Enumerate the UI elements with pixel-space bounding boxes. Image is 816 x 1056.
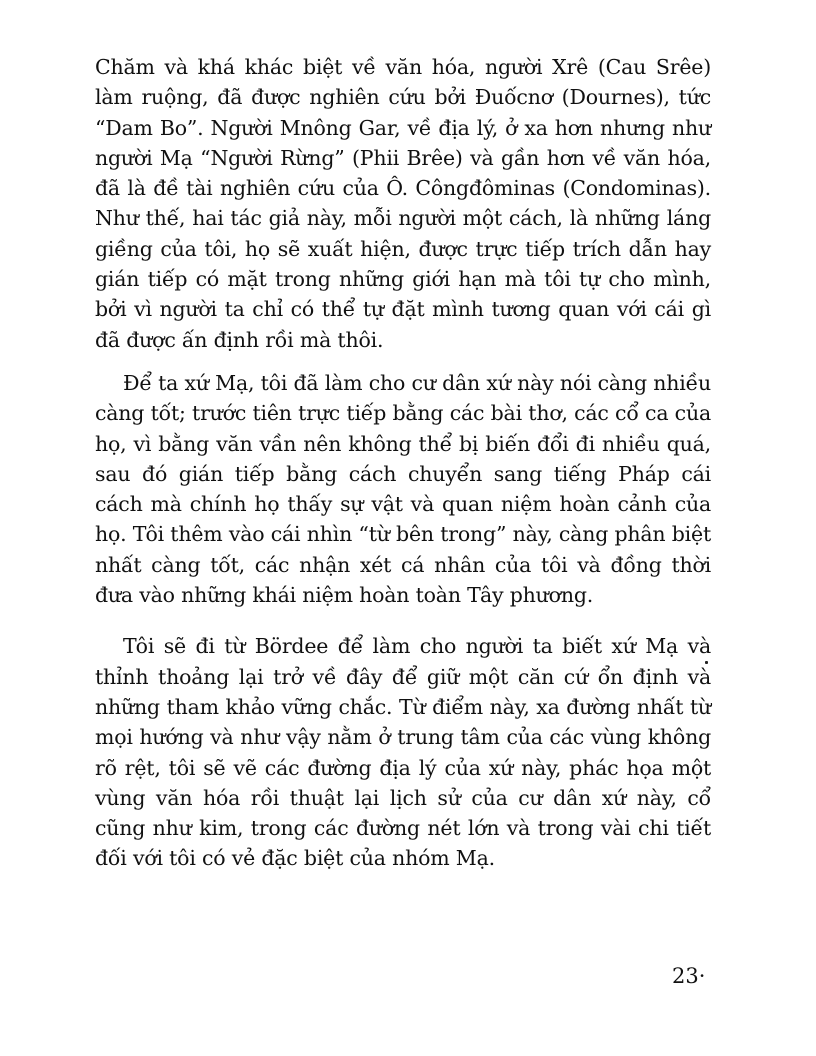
page-number: 23· [672,964,706,988]
paragraph-2: Để ta xứ Mạ, tôi đã làm cho cư dân xứ này nói càng nhiều càng tốt; trước tiên trực tiếp bằng các bài thơ, các cổ ca của họ, vì bằng văn vần nên không thể bị biến đổi đi nhiều quá, sau đó gián tiếp bằng cách chuyển sang tiếng Pháp cái cách mà chính họ thấy sự vật và quan niệm hoàn cảnh của họ. Tôi thêm vào cái nhìn “từ bên trong” này, càng phân biệt nhất càng tốt, các nhận xét cá nhân của tôi và đồng thời đưa vào những khái niệm hoàn toàn Tây phương. [95,370,711,608]
page-body [95,52,711,874]
paragraph-1: Chăm và khá khác biệt về văn hóa, người Xrê (Cau Srêe) làm ruộng, đã được nghiên cứu bởi Đuốcnơ (Dournes), tức “Dam Bo”. Người Mnông Gar, về địa lý, ở xa hơn nhưng như người Mạ “Người Rừng” (Phii Brêe) và gần hơn về văn hóa, đã là đề tài nghiên cứu của Ô. Côngđôminas (Condominas). Như thế, hai tác giả này, mỗi người một cách, là những láng giềng của tôi, họ sẽ xuất hiện, được trực tiếp trích dẫn hay gián tiếp có mặt trong những giới hạn mà tôi tự cho mình, bởi vì người ta chỉ có thể tự đặt mình tương quan với cái gì đã được ấn định rồi mà thôi. [95,55,711,352]
paragraph-3: Tôi sẽ đi từ Bördee để làm cho người ta biết xứ Mạ và thỉnh thoảng lại trở về đây để giữ một căn cứ ổn định và những tham khảo vững chắc. Từ điểm này, xa đường nhất từ mọi hướng và như vậy nằm ở trung tâm của các vùng không rõ rệt, tôi sẽ vẽ các đường địa lý của xứ này, phác họa một vùng văn hóa rồi thuật lại lịch sử của cư dân xứ này, cổ cũng như kim, trong các đường nét lớn và trong vài chi tiết đối với tôi có vẻ đặc biệt của nhóm Mạ. [95,634,711,871]
scan-speck [705,661,708,664]
